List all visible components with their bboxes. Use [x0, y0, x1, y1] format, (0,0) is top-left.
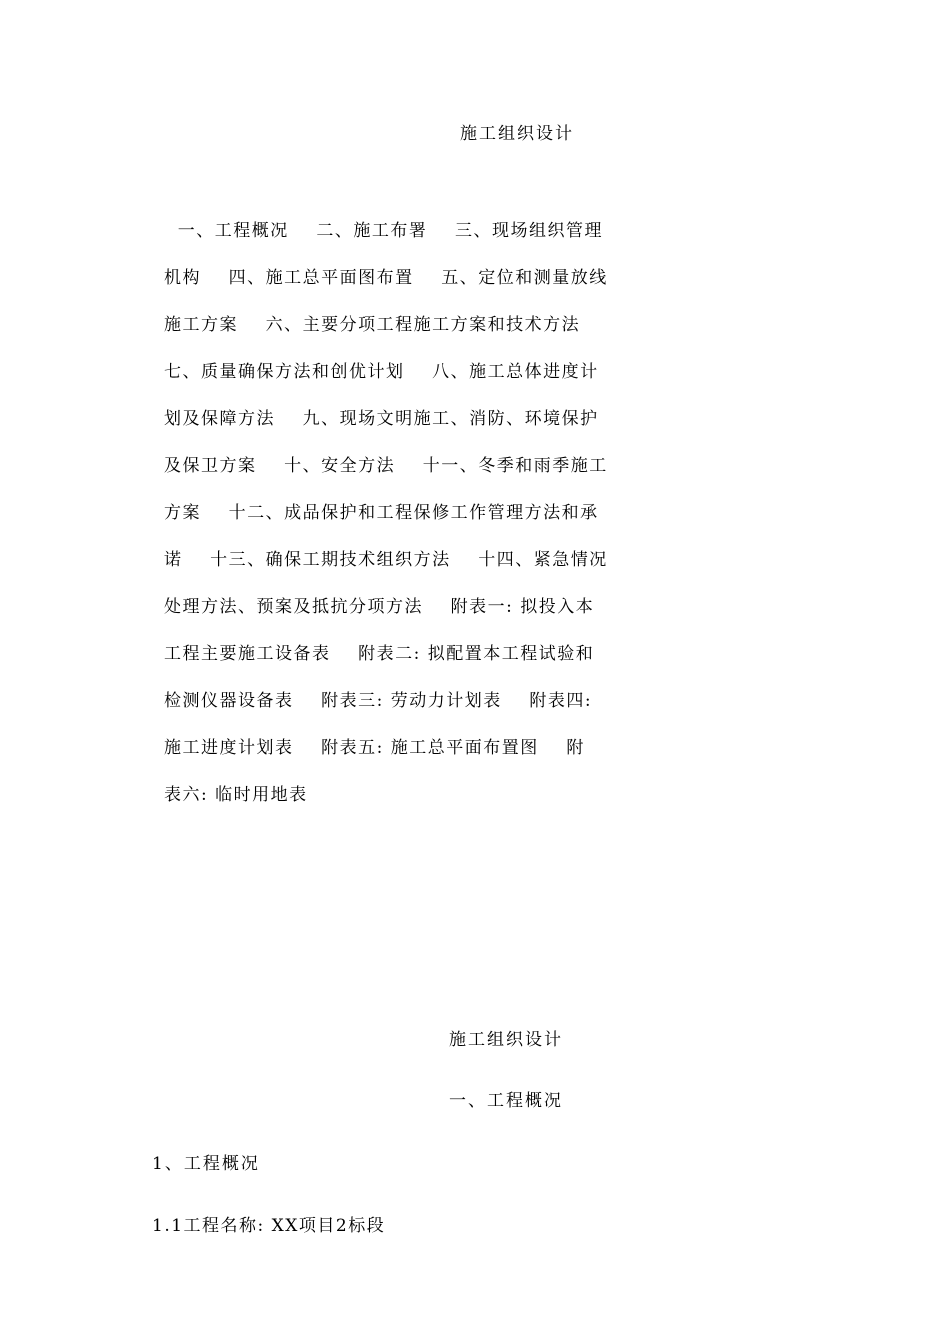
toc-line: 机构 四、施工总平面图布置 五、定位和测量放线 [164, 268, 608, 288]
toc-line: 处理方法、预案及抵抗分项方法 附表一: 拟投入本 [164, 597, 595, 617]
toc-line: 划及保障方法 九、现场文明施工、消防、环境保护 [164, 409, 599, 429]
toc-line: 诺 十三、确保工期技术组织方法 十四、紧急情况 [164, 550, 608, 570]
project-name-line: 1.1工程名称: XX项目2标段 [152, 1216, 386, 1236]
table-of-contents [164, 219, 634, 830]
toc-line: 工程主要施工设备表 附表二: 拟配置本工程试验和 [164, 644, 595, 664]
toc-line: 检测仪器设备表 附表三: 劳动力计划表 附表四: [164, 691, 593, 711]
toc-line: 七、质量确保方法和创优计划 八、施工总体进度计 [164, 362, 599, 382]
toc-line: 一、工程概况 二、施工布署 三、现场组织管理 [164, 221, 604, 241]
cover-title: 施工组织设计 [460, 124, 574, 144]
document-title: 施工组织设计 [449, 1030, 563, 1050]
sub-heading: 1、工程概况 [152, 1154, 260, 1174]
toc-line: 方案 十二、成品保护和工程保修工作管理方法和承 [164, 503, 599, 523]
toc-line: 表六: 临时用地表 [164, 785, 308, 805]
toc-line: 施工进度计划表 附表五: 施工总平面布置图 附 [164, 738, 585, 758]
toc-line: 施工方案 六、主要分项工程施工方案和技术方法 [164, 315, 581, 335]
toc-line: 及保卫方案 十、安全方法 十一、冬季和雨季施工 [164, 456, 608, 476]
section-heading: 一、工程概况 [449, 1091, 563, 1111]
